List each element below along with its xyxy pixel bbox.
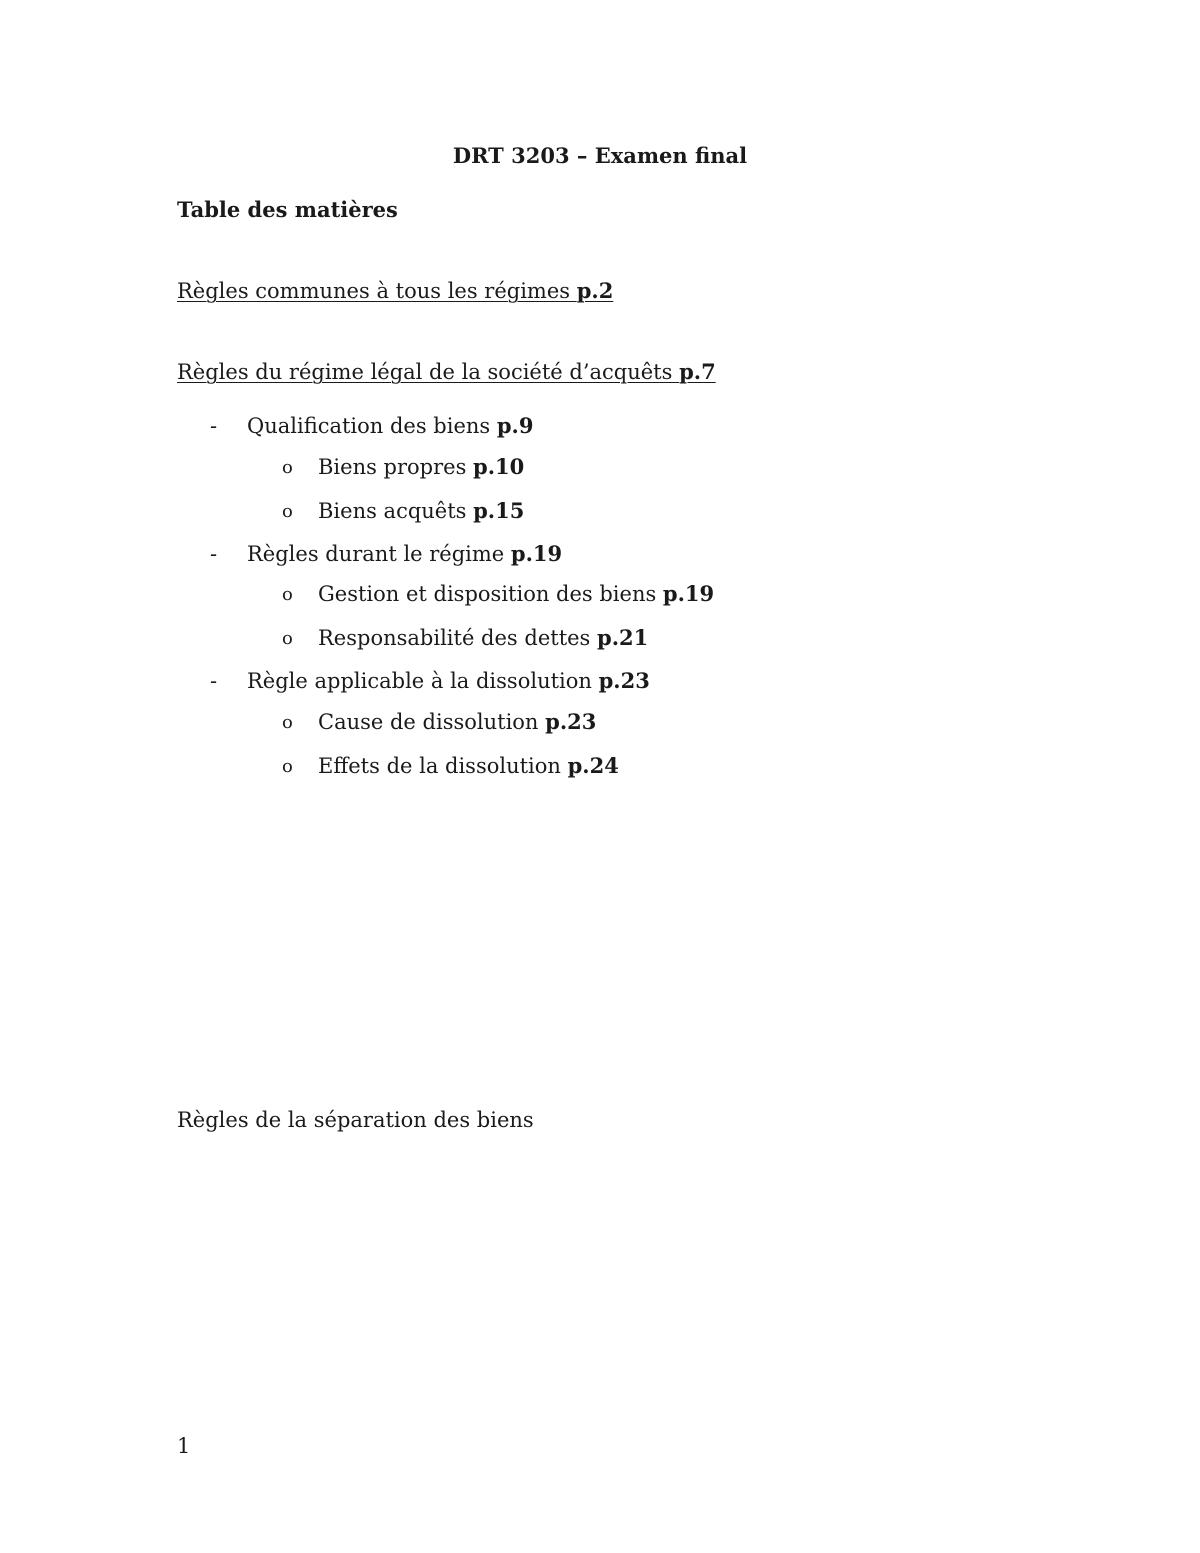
toc-item-responsabilite-dettes — [318, 625, 648, 651]
toc-item-effets-dissolution — [318, 753, 619, 779]
toc-item-label: Gestion et disposition des biens — [318, 582, 663, 606]
page-number: 1 — [177, 1434, 191, 1458]
toc-item-biens-propres — [318, 454, 524, 480]
toc-page-ref: p.19 — [662, 581, 715, 606]
toc-page-ref: p.19 — [510, 541, 563, 566]
document-title: DRT 3203 – Examen final — [452, 143, 748, 168]
dash-bullet: - — [210, 414, 218, 438]
toc-page-ref: p.23 — [545, 709, 597, 734]
toc-item-label: Responsabilité des dettes — [318, 626, 598, 650]
toc-item-biens-acquets — [318, 498, 524, 524]
toc-item-cause-dissolution — [318, 709, 596, 735]
toc-section-separation-biens — [177, 1107, 534, 1133]
toc-section-societe-acquets — [177, 359, 716, 385]
circle-bullet-icon: o — [282, 756, 293, 777]
toc-subsection-label: Qualification des biens — [247, 414, 497, 438]
toc-item-label: Biens acquêts — [318, 499, 474, 523]
circle-bullet-icon: o — [282, 628, 293, 649]
toc-heading: Table des matières — [177, 197, 398, 222]
toc-page-ref: p.9 — [496, 413, 534, 438]
toc-section-label: Règles de la séparation des biens — [177, 1108, 534, 1132]
toc-section-regles-communes — [177, 278, 613, 304]
toc-page-ref: p.7 — [679, 359, 716, 384]
toc-item-label: Cause de dissolution — [318, 710, 546, 734]
toc-subsection-dissolution — [247, 668, 650, 694]
toc-item-label: Biens propres — [318, 455, 474, 479]
toc-section-label: Règles du régime légal de la société d’acquêts — [177, 360, 680, 384]
toc-section-label: Règles communes à tous les régimes — [177, 279, 577, 303]
toc-page-ref: p.2 — [576, 278, 614, 303]
toc-item-gestion-disposition — [318, 581, 714, 607]
circle-bullet-icon: o — [282, 584, 293, 605]
toc-subsection-label: Règle applicable à la dissolution — [247, 669, 599, 693]
dash-bullet: - — [210, 669, 218, 693]
toc-page-ref: p.23 — [598, 668, 650, 693]
toc-page-ref: p.21 — [597, 625, 649, 650]
circle-bullet-icon: o — [282, 457, 293, 478]
dash-bullet: - — [210, 542, 218, 566]
toc-item-label: Effets de la dissolution — [318, 754, 568, 778]
toc-page-ref: p.15 — [473, 498, 525, 523]
circle-bullet-icon: o — [282, 712, 293, 733]
toc-page-ref: p.10 — [473, 454, 525, 479]
toc-page-ref: p.24 — [567, 753, 619, 778]
toc-subsection-label: Règles durant le régime — [247, 542, 511, 566]
toc-subsection-durant-regime — [247, 541, 562, 567]
toc-subsection-qualification — [247, 413, 533, 439]
circle-bullet-icon: o — [282, 501, 293, 522]
